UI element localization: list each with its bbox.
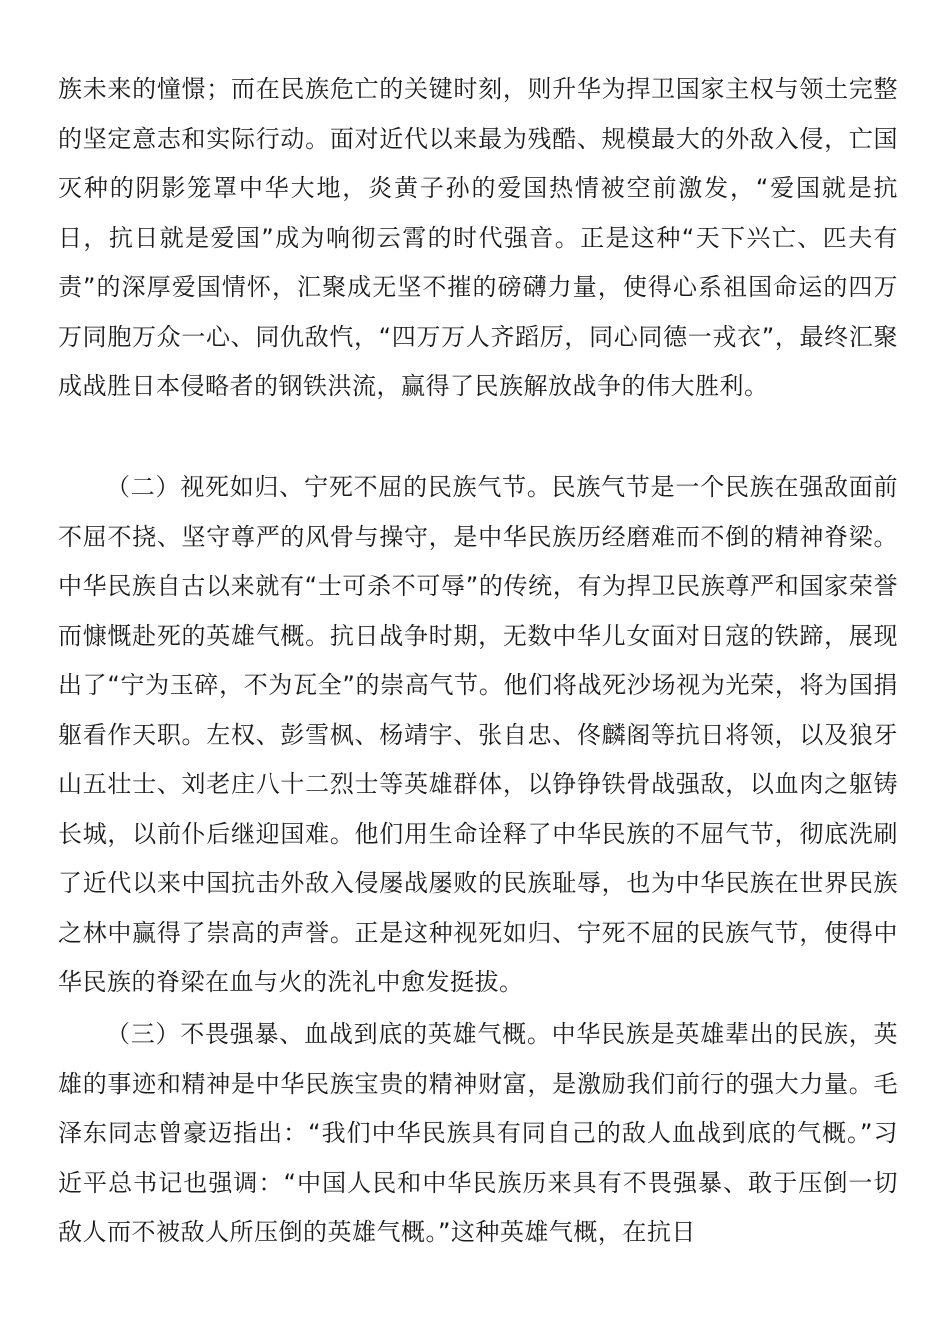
paragraph-patriotism-continued: 族未来的憧憬；而在民族危亡的关键时刻，则升华为捍卫国家主权与领土完整的坚定意志和实际行动。面对近代以来最为残酷、规模最大的外敌入侵，亡国灭种的阴影笼罩中华大地，炎黄子孙的爱国热情被空前激发，“爱国就是抗日，抗日就是爱国”成为响彻云霄的时代强音。正是这种“天下兴亡、匹夫有责”的深厚爱国情怀，汇聚成无坚不摧的磅礴力量，使得心系祖国命运的四万万同胞万众一心、同仇敌忾，“四万万人齐蹈厉，同心同德一戎衣”，最终汇聚成战胜日本侵略者的钢铁洪流，赢得了民族解放战争的伟大胜利。: [58, 75, 898, 400]
paragraph-national-integrity: （二）视死如归、宁死不屈的民族气节。民族气节是一个民族在强敌面前不屈不挠、坚守尊严的风骨与操守，是中华民族历经磨难而不倒的精神脊梁。中华民族自古以来就有“士可杀不可辱”的传统，有为捍卫民族尊严和国家荣誉而慷慨赴死的英雄气概。抗日战争时期，无数中华儿女面对日寇的铁蹄，展现出了“宁为玉碎，不为瓦全”的崇高气节。他们将战死沙场视为光荣，将为国捐躯看作天职。左权、彭雪枫、杨靖宇、张自忠、佟麟阁等抗日将领，以及狼牙山五壮士、刘老庄八十二烈士等英雄群体，以铮铮铁骨战强敌，以血肉之躯铸长城，以前仆后继迎国难。他们用生命诠释了中华民族的不屈气节，彻底洗刷了近代以来中国抗击外敌入侵屡战屡败的民族耻辱，也为中华民族在世界民族之林中赢得了崇高的声誉。正是这种视死如归、宁死不屈的民族气节，使得中华民族的脊梁在血与火的洗礼中愈发挺拔。: [58, 473, 898, 996]
paragraph-heroic-spirit: （三）不畏强暴、血战到底的英雄气概。中华民族是英雄辈出的民族，英雄的事迹和精神是中华民族宝贵的精神财富，是激励我们前行的强大力量。毛泽东同志曾豪迈指出：“我们中华民族具有同自己的敌人血战到底的气概。”习近平总书记也强调：“中国人民和中华民族历来具有不畏强暴、敢于压倒一切敌人而不被敌人所压倒的英雄气概。”这种英雄气概，在抗日: [58, 1020, 898, 1246]
